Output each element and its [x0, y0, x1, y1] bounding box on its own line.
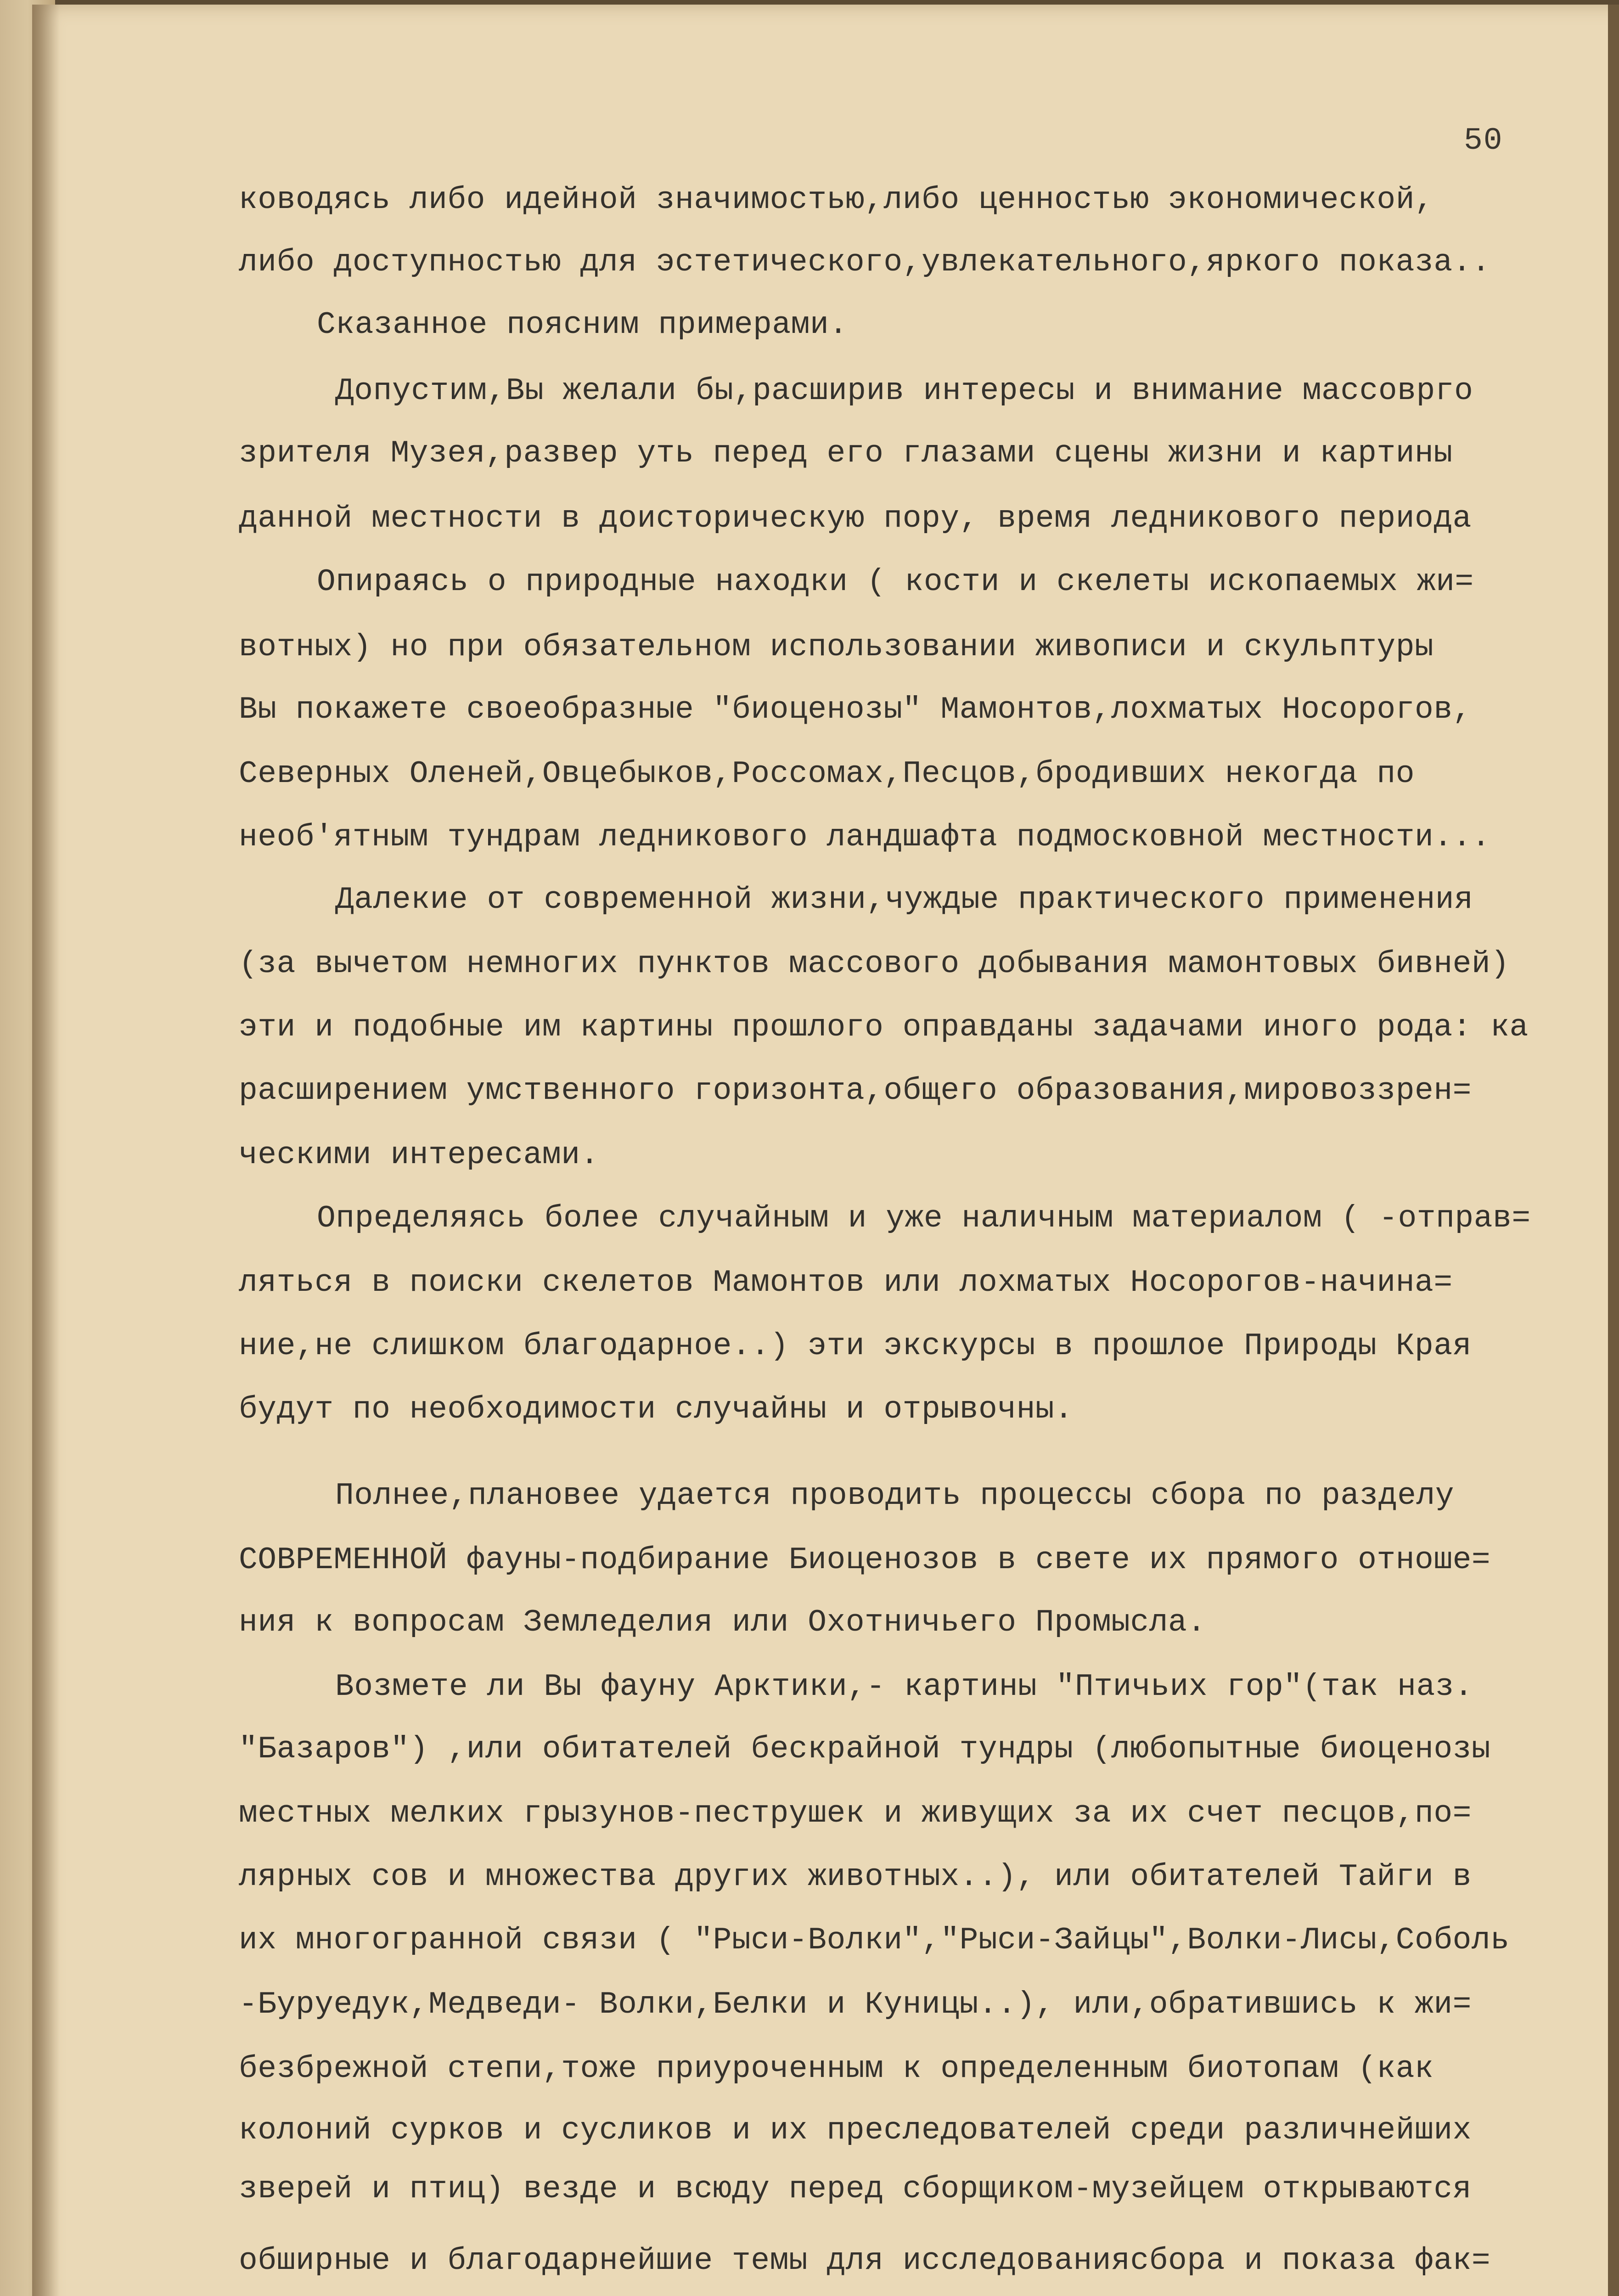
text-line: ние,не слишком благодарное..) эти экскурсы в прошлое Природы Края	[239, 1328, 1472, 1364]
text-line: расширением умственного горизонта,общего образования,мировоззрен=	[239, 1073, 1472, 1109]
text-line: зверей и птиц) везде и всюду перед сборщиком-музейцем открываются	[239, 2172, 1472, 2207]
text-line: "Базаров") ,или обитателей бескрайной тундры (любопытные биоценозы	[239, 1732, 1491, 1767]
text-line: местных мелких грызунов-пеструшек и живущих за их счет песцов,по=	[239, 1796, 1472, 1831]
text-line: -Буруедук,Медведи- Волки,Белки и Куницы..), или,обратившись к жи=	[239, 1987, 1472, 2022]
text-line: безбрежной степи,тоже приуроченным к определенным биотопам (как	[239, 2051, 1434, 2087]
text-line: либо доступностью для эстетического,увлекательного,яркого показа..	[239, 245, 1491, 280]
text-line: (за вычетом немногих пунктов массового добывания мамонтовых бивней)	[239, 946, 1510, 982]
text-line: обширные и благодарнейшие темы для исследованиясбора и показа фак=	[239, 2243, 1491, 2279]
page-number: 50	[1464, 123, 1503, 158]
text-line: ческими интересами.	[239, 1137, 599, 1173]
text-line: Опираясь о природные находки ( кости и скелеты ископаемых жи=	[317, 564, 1474, 600]
text-line: колоний сурков и сусликов и их преследователей среди различнейших	[239, 2113, 1472, 2148]
text-line: данной местности в доисторическую пору, время ледникового периода	[239, 501, 1472, 536]
text-line: ководясь либо идейной значимостью,либо ценностью экономической,	[239, 182, 1434, 218]
text-line: эти и подобные им картины прошлого оправданы задачами иного рода: ка	[239, 1010, 1529, 1045]
text-line: Определяясь более случайным и уже наличным материалом ( -отправ=	[317, 1201, 1531, 1236]
text-line: СОВРЕМЕННОЙ фауны-подбирание Биоценозов в свете их прямого отноше=	[239, 1542, 1491, 1578]
text-line: Допустим,Вы желали бы,расширив интересы и внимание массоврго	[335, 373, 1473, 409]
body-text	[32, 5, 1619, 2296]
text-line: Вы покажете своеобразные "биоценозы" Мамонтов,лохматых Носорогов,	[239, 692, 1472, 727]
text-line: зрителя Музея,развер уть перед его глазами сцены жизни и картины	[239, 436, 1453, 471]
text-line: необ'ятным тундрам ледникового ландшафта подмосковной местности...	[239, 820, 1491, 855]
text-line: Сказанное поясним примерами.	[317, 307, 848, 343]
text-line: Возмете ли Вы фауну Арктики,- картины "Птичьих гор"(так наз.	[335, 1669, 1473, 1705]
text-line: вотных) но при обязательном использовании живописи и скульптуры	[239, 630, 1434, 665]
document-page	[32, 5, 1619, 2296]
text-line: Далекие от современной жизни,чуждые практического применения	[335, 882, 1473, 917]
text-line: будут по необходимости случайны и отрывочны.	[239, 1392, 1074, 1427]
text-line: ния к вопросам Земледелия или Охотничьего Промысла.	[239, 1605, 1206, 1640]
text-line: Северных Оленей,Овцебыков,Россомах,Песцов,бродивших некогда по	[239, 756, 1415, 792]
text-line: лярных сов и множества других животных..), или обитателей Тайги в	[239, 1859, 1472, 1895]
text-line: Полнее,плановее удается проводить процессы сбора по разделу	[335, 1478, 1455, 1514]
text-line: ляться в поиски скелетов Мамонтов или лохматых Носорогов-начина=	[239, 1265, 1453, 1300]
text-line: их многогранной связи ( "Рыси-Волки","Рыси-Зайцы",Волки-Лисы,Соболь	[239, 1923, 1510, 1958]
